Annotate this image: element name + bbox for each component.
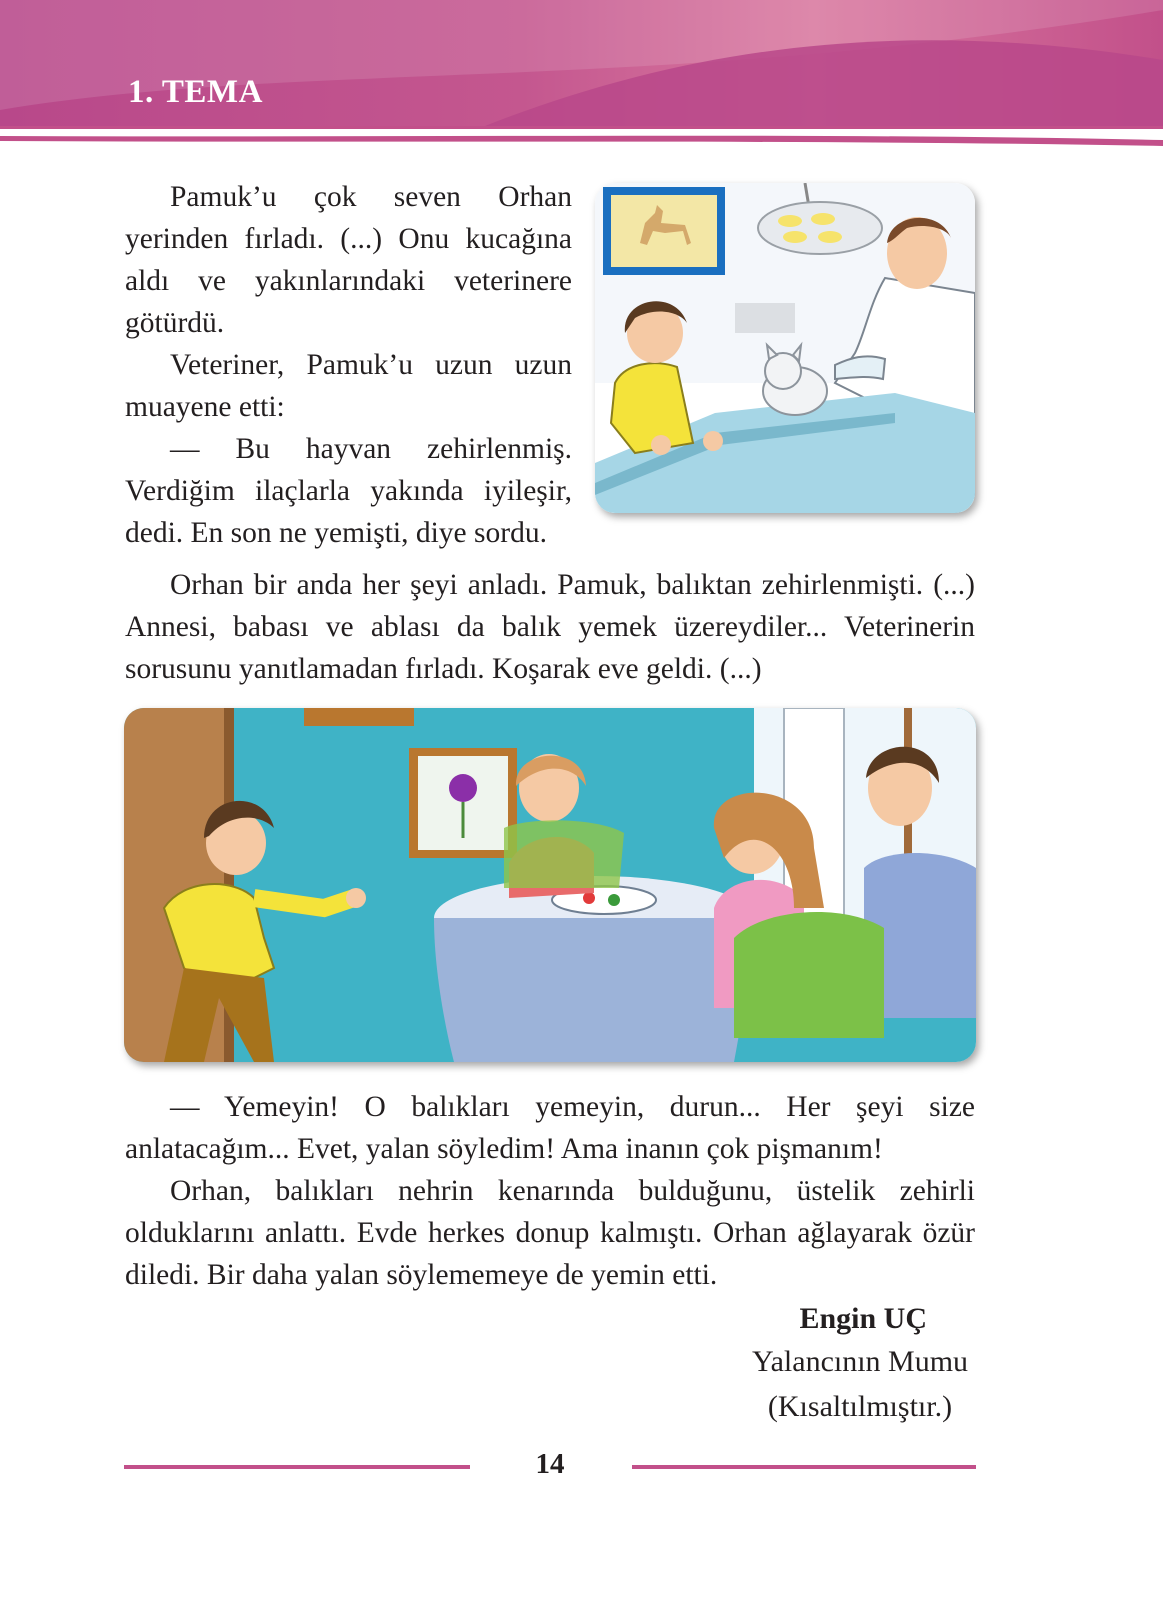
paragraph: — Bu hayvan zehirlenmiş. Verdiğim ilaçlarla yakında iyileşir, dedi. En son ne yemişti, diye sordu. [125,433,572,549]
header-banner [0,0,1163,150]
vet-illustration [595,183,975,513]
story-text-top [125,176,572,554]
story-text-bottom [125,1086,975,1296]
section-label: 1. TEMA [128,74,263,110]
story-text-middle [125,564,975,690]
book-title: Yalancının Mumu [751,1345,969,1378]
paragraph: Pamuk’u çok seven Orhan yerinden fırladı. (...) Onu kucağına aldı ve yakınlarındaki veterinere götürdü. [125,181,572,339]
paragraph: — Yemeyin! O balıkları yemeyin, durun... Her şeyi size anlatacağım... Evet, yalan söyledim! Ama inanın çok pişmanım! [125,1091,975,1165]
author-name: Engin UÇ [799,1302,927,1335]
footer-rule-right [632,1465,976,1469]
paragraph: Orhan, balıkları nehrin kenarında bulduğunu, üstelik zehirli olduklarını anlattı. Evde herkes donup kalmıştı. Orhan ağlayarak özür diledi. Bir daha yalan söylememeye de yemin etti. [125,1175,975,1291]
page-number: 14 [535,1448,565,1480]
paragraph: Orhan bir anda her şeyi anladı. Pamuk, balıktan zehirlenmişti. (...) Annesi, babası ve ablası da balık yemek üzereydiler... Veterinerin sorusunu yanıtlamadan fırladı. Koşarak eve geldi. (...) [125,569,975,685]
footer-rule-left [124,1465,470,1469]
paragraph: Veteriner, Pamuk’u uzun uzun muayene etti: [125,349,572,423]
abridged-note: (Kısaltılmıştır.) [767,1390,953,1423]
dinner-illustration [124,708,976,1062]
